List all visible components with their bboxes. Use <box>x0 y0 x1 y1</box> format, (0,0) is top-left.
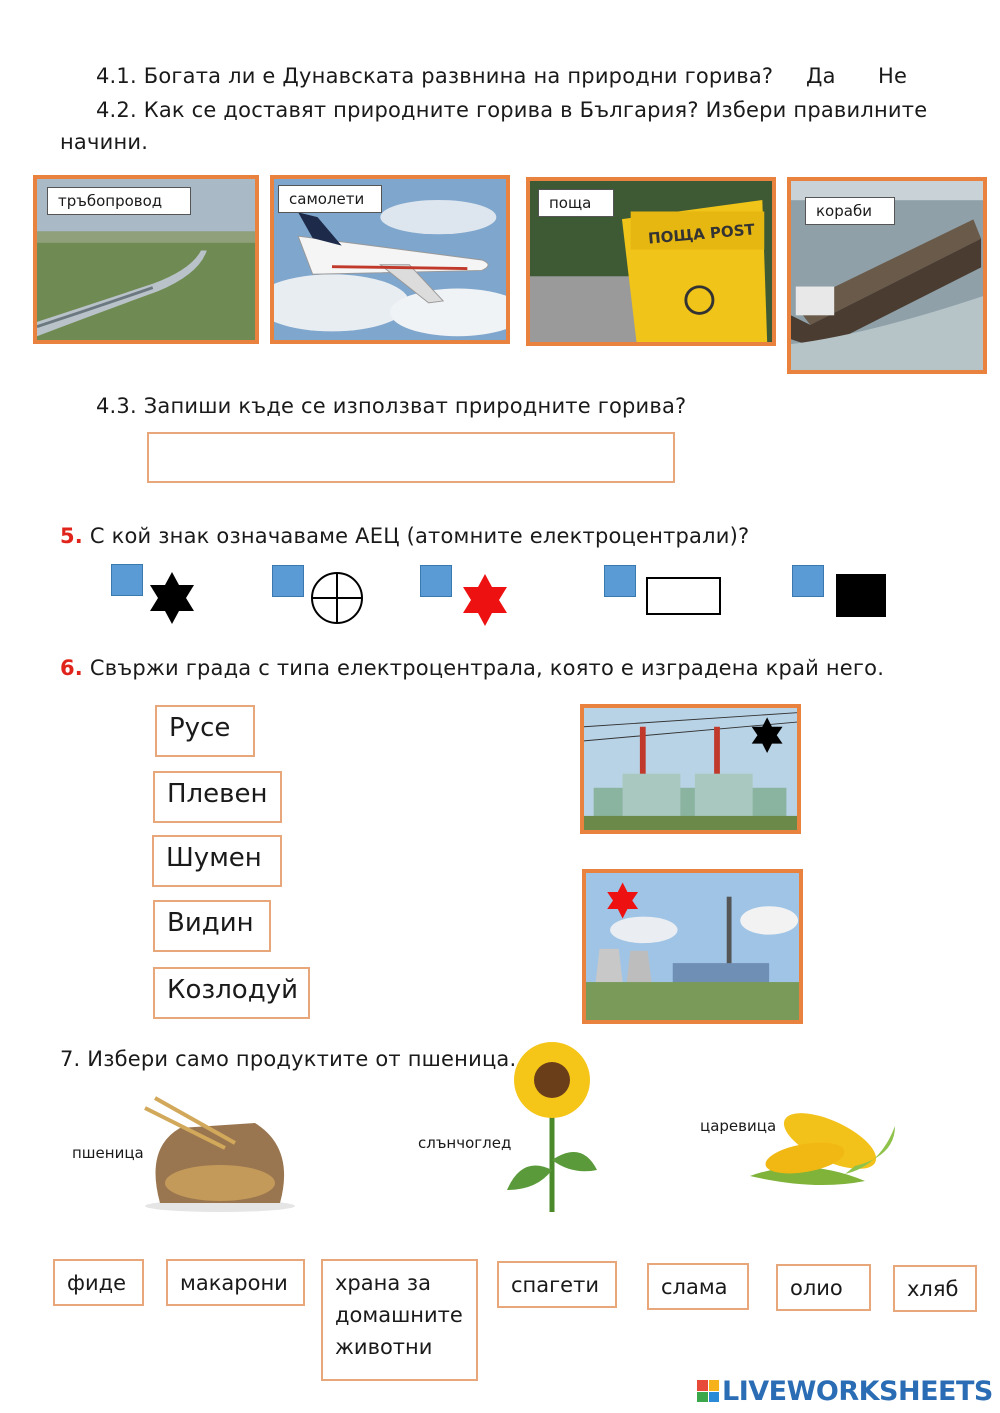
nuclear-plant-image <box>584 708 797 830</box>
post-box-photo[interactable] <box>526 177 776 346</box>
answer-yes[interactable]: Да <box>806 64 836 88</box>
pipeline-photo[interactable] <box>33 175 259 344</box>
product-hlyab[interactable]: хляб <box>893 1265 977 1312</box>
liveworksheets-logo-icon <box>697 1380 719 1402</box>
checkbox-option-1[interactable] <box>111 564 143 596</box>
question-6 <box>60 656 884 680</box>
question-6-text: Свържи града с типа електроцентрала, която е изградена край него. <box>89 656 885 680</box>
empty-rectangle-icon <box>646 577 721 615</box>
ship-photo[interactable] <box>787 177 987 374</box>
product-slama[interactable]: слама <box>647 1263 749 1310</box>
liveworksheets-logo-text: LIVEWORKSHEETS <box>722 1376 993 1407</box>
question-4-3: 4.3. Запиши къде се използват природните горива? <box>96 394 687 418</box>
question-5-number: 5. <box>60 524 83 548</box>
city-ruse[interactable]: Русе <box>155 705 255 757</box>
caption-airplanes: самолети <box>278 185 382 213</box>
product-makaroni[interactable]: макарони <box>166 1259 305 1306</box>
caption-ships: кораби <box>805 197 895 225</box>
question-4-1: 4.1. Богата ли е Дунавската развнина на природни горива? <box>96 64 774 88</box>
checkbox-option-5[interactable] <box>792 565 824 597</box>
black-star-icon <box>148 572 196 624</box>
city-vidin[interactable]: Видин <box>153 900 271 952</box>
red-star-icon <box>460 574 510 626</box>
label-corn: царевица <box>700 1117 777 1135</box>
product-pet-food-line1: храна за <box>335 1271 431 1295</box>
wheat-sack-icon <box>135 1088 300 1213</box>
question-4-2-cont: начини. <box>60 130 149 154</box>
product-pet-food[interactable] <box>321 1259 478 1381</box>
black-rectangle-icon <box>836 574 886 617</box>
answer-no[interactable]: Не <box>878 64 908 88</box>
question-7: 7. Избери само продуктите от пшеница. <box>60 1047 517 1071</box>
corn-icon <box>745 1096 900 1191</box>
product-fide[interactable]: фиде <box>53 1259 144 1306</box>
caption-pipeline: тръбопровод <box>47 187 191 215</box>
thermal-plant-image <box>586 873 799 1020</box>
thermal-plant-photo[interactable] <box>582 869 803 1024</box>
city-pleven[interactable]: Плевен <box>153 771 282 823</box>
checkbox-option-4[interactable] <box>604 565 636 597</box>
product-pet-food-line2: домашните <box>335 1303 463 1327</box>
city-kozloduy[interactable]: Козлодуй <box>153 967 310 1019</box>
circle-cross-icon <box>309 570 365 626</box>
airplane-photo[interactable] <box>270 175 510 344</box>
city-shumen[interactable]: Шумен <box>152 835 282 887</box>
question-6-number: 6. <box>60 656 83 680</box>
checkbox-option-2[interactable] <box>272 565 304 597</box>
post-sign-text: ПОЩА POST <box>647 220 756 248</box>
checkbox-option-3[interactable] <box>420 565 452 597</box>
nuclear-plant-photo[interactable] <box>580 704 801 834</box>
answer-field-4-3[interactable] <box>147 432 675 483</box>
sunflower-icon <box>502 1040 600 1215</box>
question-4-2: 4.2. Как се доставят природните горива в България? Избери правилните <box>96 98 928 122</box>
question-5 <box>60 524 749 548</box>
label-wheat: пшеница <box>72 1144 144 1162</box>
label-sunflower: слънчоглед <box>418 1134 512 1152</box>
product-spageti[interactable]: спагети <box>497 1261 617 1308</box>
product-olio[interactable]: олио <box>776 1264 871 1311</box>
question-5-text: С кой знак означаваме АЕЦ (атомните електроцентрали)? <box>89 524 750 548</box>
product-pet-food-line3: животни <box>335 1335 433 1359</box>
caption-post: поща <box>538 189 614 217</box>
